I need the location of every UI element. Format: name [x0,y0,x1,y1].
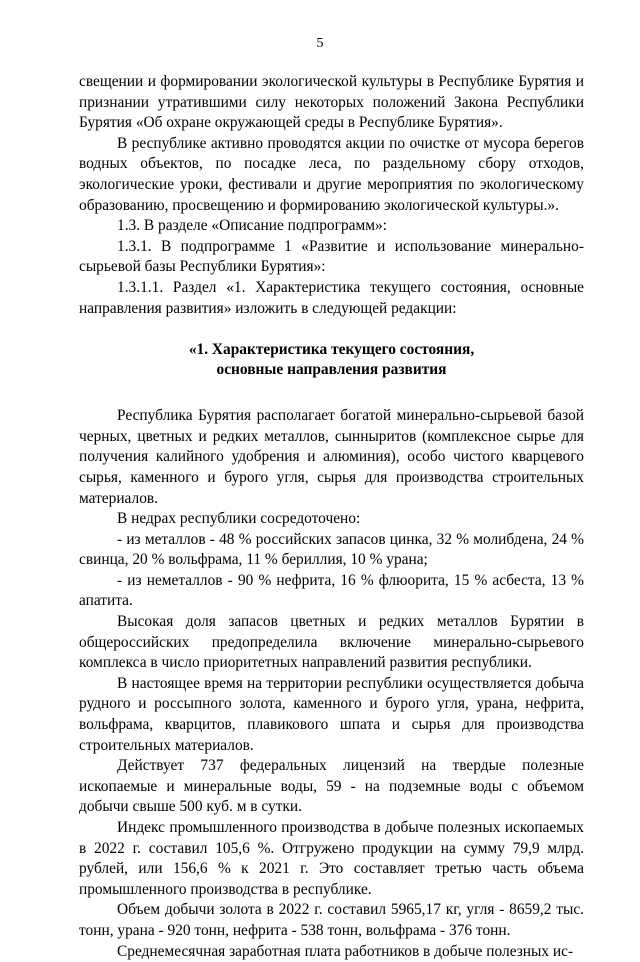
document-body [79,72,584,962]
paragraph: В республике активно проводятся акции по очистке от мусора берегов водных объектов, по посадке леса, по раздельному сбору отходов, экологические уроки, фестивали и другие мероприятия по экологическому образованию, просвещению и формированию экологической культуры.». [79,134,584,214]
paragraph: Объем добычи золота в 2022 г. составил 5965,17 кг, угля - 8659,2 тыс. тонн, урана - 920 тонн, нефрита - 538 тонн, вольфрама - 376 тонн. [79,901,584,939]
paragraph: Действует 737 федеральных лицензий на твердые полезные ископаемые и минеральные воды, 59 - на подземные воды с объемом добычи свыше 500 куб. м в сутки. [79,757,584,816]
paragraph: Республика Бурятия располагает богатой минерально-сырьевой базой черных, цветных и редких металлов, сынныритов (комплексное сырье для получения калийного удобрения и алюминия), особо чистого кварцевого сырья, каменного и бурого угля, сырья для производства строительных материалов. [79,407,584,507]
paragraph: - из металлов - 48 % российских запасов цинка, 32 % молибдена, 24 % свинца, 20 % вольфрама, 11 % бериллия, 10 % урана; [79,530,584,569]
paragraph: свещении и формировании экологической культуры в Республике Бурятия и признании утратившими силу некоторых положений Закона Республики Бурятия «Об охране окружающей среды в Республике Бурятия». [79,73,584,132]
main-section [79,406,584,962]
paragraph: 1.3.1.1. Раздел «1. Характеристика текущего состояния, основные направления развития» изложить в следующей редакции: [79,278,584,317]
intro-section [79,72,584,319]
paragraph: В недрах республики сосредоточено: [117,510,361,528]
section-heading [79,340,584,380]
paragraph: Высокая доля запасов цветных и редких металлов Бурятии в общероссийских предопределила включение минерально-сырьевого комплекса в число приоритетных направлений развития республики. [79,613,584,672]
heading-line-1: «1. Характеристика текущего состояния, [188,341,475,359]
paragraph: Среднемесячная заработная плата работников в добыче полезных ис- [117,942,574,960]
paragraph: Индекс промышленного производства в добыче полезных ископаемых в 2022 г. составил 105,6 %. Отгружено продукции на сумму 79,9 млрд. рублей, или 156,6 % к 2021 г. Это составляет третью часть объема промышленного производства в республике. [79,819,584,898]
paragraph: - из неметаллов - 90 % нефрита, 16 % флюорита, 15 % асбеста, 13 % апатита. [79,571,584,610]
page-number: 5 [316,36,324,51]
heading-line-2: основные направления развития [216,361,447,379]
paragraph: В настоящее время на территории республики осуществляется добыча рудного и россыпного золота, каменного и бурого угля, урана, нефрита, вольфрама, кварцитов, плавикового шпата и сырья для производства строительных материалов. [79,674,584,754]
paragraph: 1.3. В разделе «Описание подпрограмм»: [117,217,387,235]
paragraph: 1.3.1. В подпрограмме 1 «Развитие и использование минерально-сырьевой базы Республики Бурятия»: [79,237,584,276]
